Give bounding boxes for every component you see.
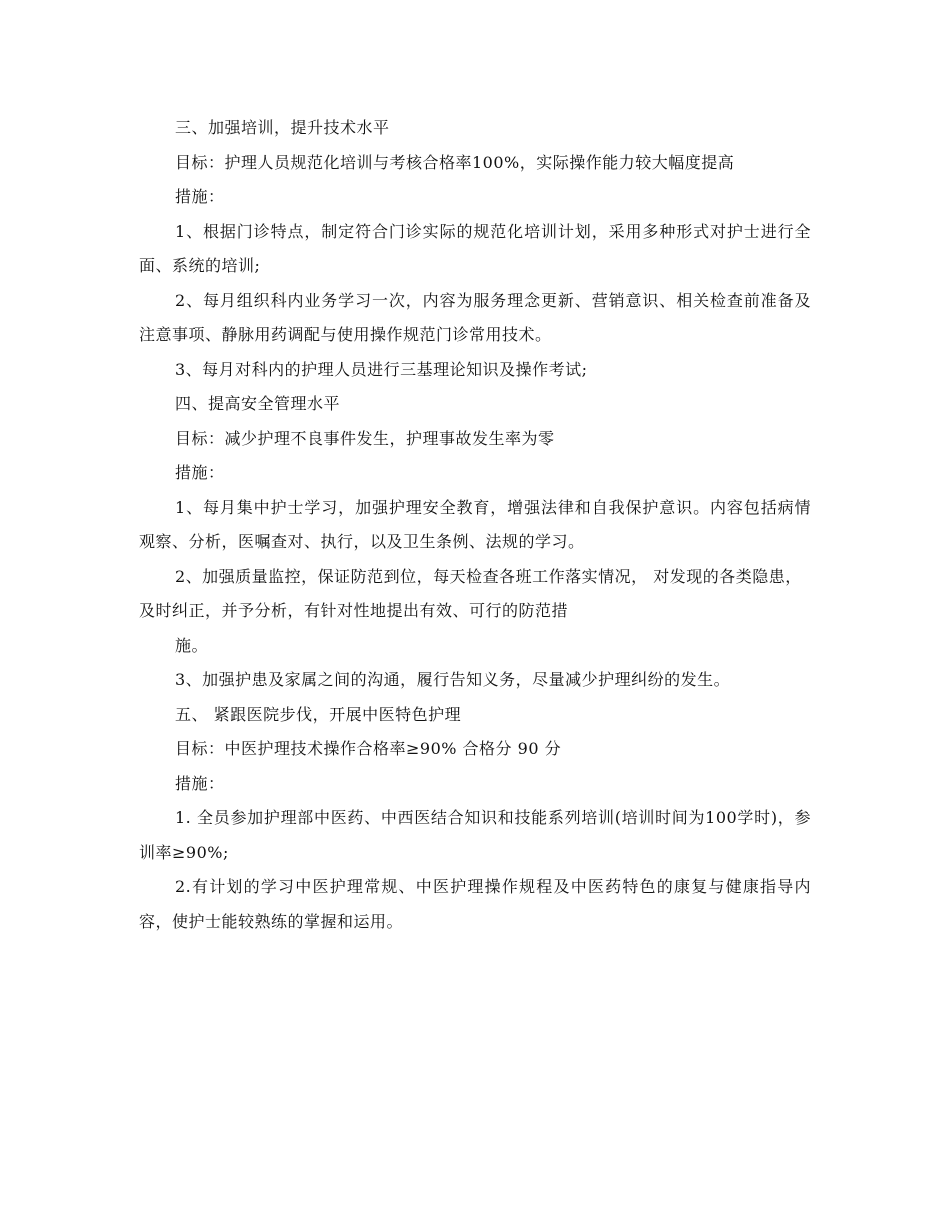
section-heading-4: 四、提高安全管理水平 [175, 394, 341, 413]
measure-item: 2、每月组织科内业务学习一次，内容为服务理念更新、营销意识、相关检查前准备及注意事项、静脉用药调配与使用操作规范门诊常用技术。 [139, 290, 811, 344]
measure-item: 2、加强质量监控，保证防范到位，每天检查各班工作落实情况， 对发现的各类隐患，及时纠正，并予分析，有针对性地提出有效、可行的防范措 [139, 566, 802, 620]
measure-item-continuation: 施。 [175, 635, 209, 655]
measures-label: 措施： [175, 773, 225, 793]
measure-item: 1、根据门诊特点，制定符合门诊实际的规范化培训计划，采用多种形式对护士进行全面、系统的培训; [139, 221, 811, 275]
measure-item: 1. 全员参加护理部中医药、中西医结合知识和技能系列培训(培训时间为100学时)，参训率≥90%; [139, 808, 811, 862]
goal-text: 目标：护理人员规范化培训与考核合格率100%，实际操作能力较大幅度提高 [175, 152, 735, 172]
measure-item: 1、每月集中护士学习，加强护理安全教育，增强法律和自我保护意识。内容包括病情观察、分析，医嘱查对、执行，以及卫生条例、法规的学习。 [139, 497, 811, 551]
section-heading-5: 五、 紧跟医院步伐，开展中医特色护理 [175, 704, 462, 724]
measure-item: 2.有计划的学习中医护理常规、中医护理操作规程及中医药特色的康复与健康指导内容，使护士能较熟练的掌握和运用。 [139, 877, 811, 931]
measures-label: 措施： [175, 187, 225, 206]
measures-label: 措施： [175, 463, 225, 482]
goal-text: 目标：中医护理技术操作合格率≥90% 合格分 90 分 [175, 739, 562, 758]
section-heading-3: 三、加强培训，提升技术水平 [175, 118, 390, 137]
measure-item: 3、每月对科内的护理人员进行三基理论知识及操作考试; [175, 359, 588, 379]
goal-text: 目标：减少护理不良事件发生，护理事故发生率为零 [175, 428, 555, 448]
document-body [139, 111, 811, 939]
measure-item: 3、加强护患及家属之间的沟通，履行告知义务，尽量减少护理纠纷的发生。 [175, 670, 731, 689]
